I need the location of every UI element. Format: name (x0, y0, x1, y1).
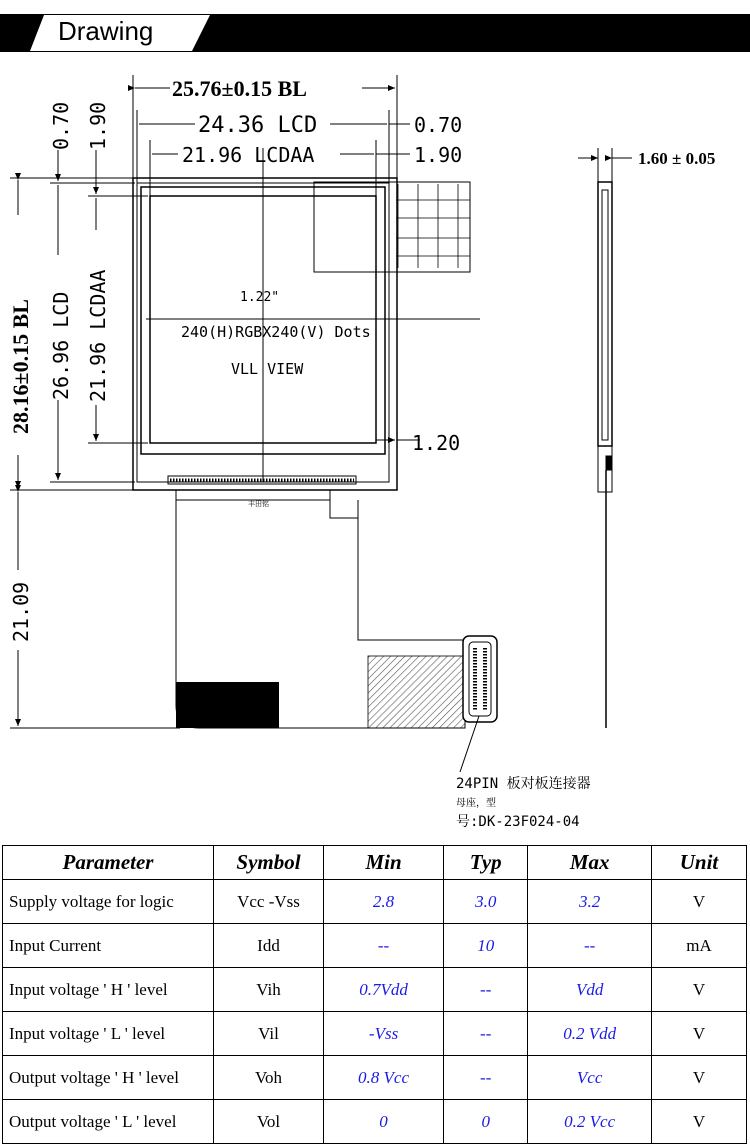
cell-parameter: Input voltage ' L ' level (3, 1012, 214, 1056)
connector-note-line3: 号:DK-23F024-04 (456, 814, 580, 830)
table-row (3, 924, 747, 968)
table-row (3, 1100, 747, 1144)
left-dimensions (10, 150, 180, 728)
electrical-spec-table (2, 845, 747, 1144)
cell-max: -- (528, 924, 652, 968)
connector-note-line2: 母座，型 (456, 798, 496, 809)
bl-width-dim: 25.76±0.15 BL (172, 76, 307, 101)
cell-typ: 0 (444, 1100, 528, 1144)
cell-unit: V (652, 880, 747, 924)
cell-typ: -- (444, 1012, 528, 1056)
cell-min: 0.8 Vcc (324, 1056, 444, 1100)
view-direction-text: VLL VIEW (231, 360, 304, 378)
header-parameter: Parameter (3, 846, 214, 880)
cell-parameter: Output voltage ' H ' level (3, 1056, 214, 1100)
cell-min: 0 (324, 1100, 444, 1144)
connector-24pin (463, 636, 497, 722)
cell-typ: 10 (444, 924, 528, 968)
cell-symbol: Idd (214, 924, 324, 968)
top-gap-lcd-dim: 0.70 (49, 101, 73, 150)
screen-size-text: 1.22" (240, 290, 280, 305)
cell-typ: -- (444, 968, 528, 1012)
table-row (3, 968, 747, 1012)
cell-parameter: Output voltage ' L ' level (3, 1100, 214, 1144)
lcd-width-dim: 24.36 LCD (198, 113, 318, 138)
cell-symbol: Vil (214, 1012, 324, 1056)
cell-typ: -- (444, 1056, 528, 1100)
cell-unit: V (652, 1100, 747, 1144)
cell-unit: V (652, 1056, 747, 1100)
cell-unit: V (652, 968, 747, 1012)
fpc-label: 丰田铭 (248, 500, 269, 508)
bl-height-dim: 28.16±0.15 BL (8, 299, 33, 434)
resolution-text: 240(H)RGBX240(V) Dots (181, 323, 371, 341)
lcd-height-dim: 26.96 LCD (49, 291, 73, 400)
cell-symbol: Vih (214, 968, 324, 1012)
cell-symbol: Vcc -Vss (214, 880, 324, 924)
fpc-height-dim: 21.09 (9, 581, 33, 642)
thickness-dim: 1.60 ± 0.05 (638, 149, 716, 168)
connector-note-line1: 24PIN 板对板连接器 (456, 776, 591, 792)
top-gap-lcdaa-dim: 1.90 (86, 101, 110, 150)
cell-parameter: Supply voltage for logic (3, 880, 214, 924)
cell-max: 0.2 Vdd (528, 1012, 652, 1056)
cell-max: 0.2 Vcc (528, 1100, 652, 1144)
grid-detail (396, 184, 470, 268)
cell-symbol: Voh (214, 1056, 324, 1100)
header-max: Max (528, 846, 652, 880)
right-gap-bottom-dim: 1.20 (412, 431, 461, 455)
cell-max: 3.2 (528, 880, 652, 924)
cell-max: Vdd (528, 968, 652, 1012)
table-header-row (3, 846, 747, 880)
cell-parameter: Input Current (3, 924, 214, 968)
fpc-hatched-area (368, 656, 465, 728)
cell-typ: 3.0 (444, 880, 528, 924)
header-unit: Unit (652, 846, 747, 880)
header-typ: Typ (444, 846, 528, 880)
table-row (3, 1012, 747, 1056)
lcdaa-height-dim: 21.96 LCDAA (86, 269, 110, 402)
cell-min: -- (324, 924, 444, 968)
side-view (578, 148, 632, 728)
cell-max: Vcc (528, 1056, 652, 1100)
right-gap-lcd-dim: 0.70 (414, 113, 463, 137)
cell-min: 2.8 (324, 880, 444, 924)
cell-parameter: Input voltage ' H ' level (3, 968, 214, 1012)
banner-title: Drawing (58, 16, 154, 46)
cell-unit: mA (652, 924, 747, 968)
fpc-stiffener (176, 682, 279, 728)
lcdaa-width-dim: 21.96 LCDAA (182, 143, 315, 167)
pin-strip (168, 476, 356, 484)
header-symbol: Symbol (214, 846, 324, 880)
cell-min: 0.7Vdd (324, 968, 444, 1012)
cell-unit: V (652, 1012, 747, 1056)
header-min: Min (324, 846, 444, 880)
table-row (3, 880, 747, 924)
right-gap-lcdaa-dim: 1.90 (414, 143, 463, 167)
table-row (3, 1056, 747, 1100)
cell-symbol: Vol (214, 1100, 324, 1144)
cell-min: -Vss (324, 1012, 444, 1056)
